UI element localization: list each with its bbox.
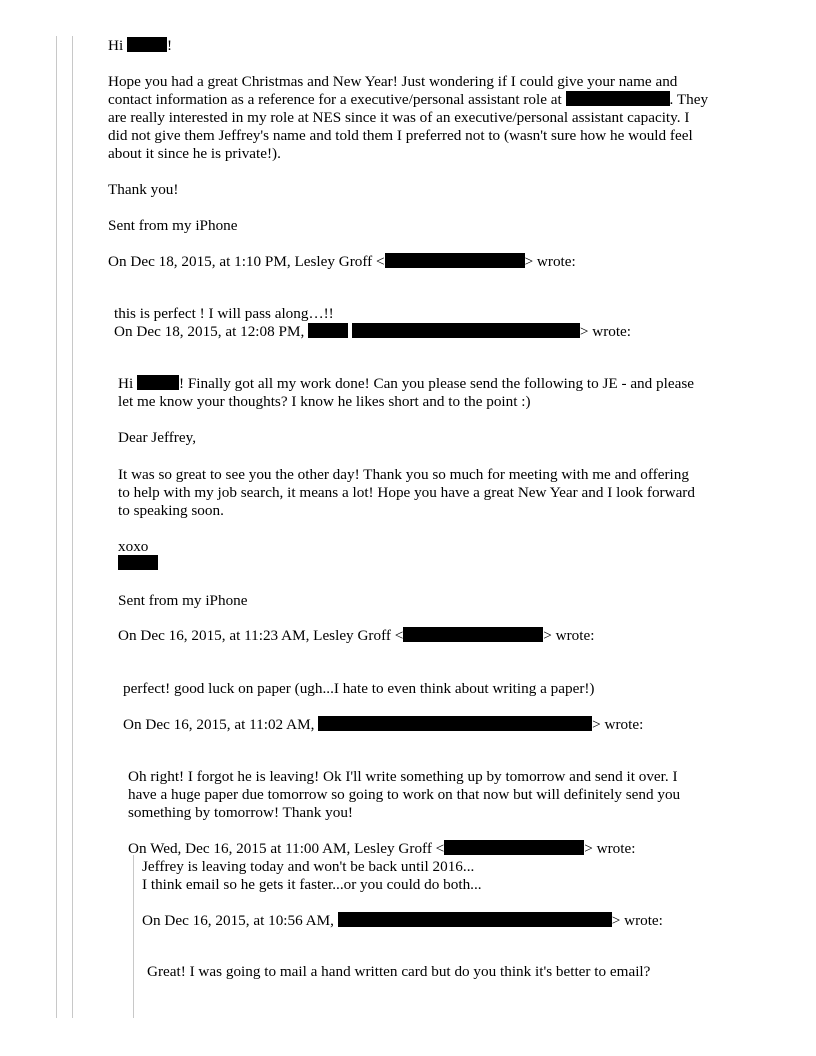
redaction-box (318, 716, 592, 731)
letter-closing: xoxo (118, 538, 149, 555)
quote-header: On Dec 16, 2015, at 11:23 AM, Lesley Groff < > wrote: (118, 627, 595, 644)
quote-rule (133, 855, 134, 1018)
body-line: Hi ! Finally got all my work done! Can you please send the following to JE - and please (118, 375, 694, 392)
quote-header: On Dec 18, 2015, at 12:08 PM, > wrote: (114, 323, 632, 340)
quote-header: On Dec 16, 2015, at 11:02 AM, > wrote: (123, 716, 644, 733)
quote-header: On Dec 18, 2015, at 1:10 PM, Lesley Groff < > wrote: (108, 253, 576, 270)
letter-salutation: Dear Jeffrey, (118, 429, 196, 446)
redaction-box (403, 627, 543, 642)
redaction-box (308, 323, 348, 338)
body-line: are really interested in my role at NES since it was of an executive/personal assistant capacity. I (108, 109, 690, 126)
reply-line: Jeffrey is leaving today and won't be back until 2016... (142, 858, 475, 875)
body-line: contact information as a reference for a executive/personal assistant role at . They (108, 91, 709, 108)
quote-header: On Dec 16, 2015, at 10:56 AM, > wrote: (142, 912, 663, 929)
body-line: Oh right! I forgot he is leaving! Ok I'll write something up by tomorrow and send it over. I (128, 768, 678, 785)
quote-rule (56, 36, 57, 1018)
quote-rule (72, 36, 73, 1018)
thanks-line: Thank you! (108, 181, 179, 198)
reply-line: this is perfect ! I will pass along…!! (114, 305, 334, 322)
body-line: have a huge paper due tomorrow so going to work on that now but will definitely send you (128, 786, 681, 803)
body-line: Great! I was going to mail a hand written card but do you think it's better to email? (147, 963, 651, 980)
redaction-box (566, 91, 670, 106)
letter-signature (118, 555, 158, 573)
body-line: about it since he is private!). (108, 145, 281, 162)
reply-line: perfect! good luck on paper (ugh...I hate to even think about writing a paper!) (123, 680, 595, 697)
redaction-box (338, 912, 612, 927)
body-line: Hope you had a great Christmas and New Year! Just wondering if I could give your name and (108, 73, 678, 90)
letter-line: to help with my job search, it means a lot! Hope you have a great New Year and I look forward (118, 484, 695, 501)
quote-header: On Wed, Dec 16, 2015 at 11:00 AM, Lesley Groff < > wrote: (128, 840, 636, 857)
redaction-box (385, 253, 525, 268)
reply-line: I think email so he gets it faster...or you could do both... (142, 876, 482, 893)
redaction-box (444, 840, 584, 855)
redaction-box (137, 375, 179, 390)
signature: Sent from my iPhone (118, 592, 248, 609)
letter-line: It was so great to see you the other day! Thank you so much for meeting with me and offering (118, 466, 689, 483)
greeting: Hi ! (108, 37, 173, 54)
signature: Sent from my iPhone (108, 217, 238, 234)
redaction-box (118, 555, 158, 570)
redaction-box (127, 37, 167, 52)
redaction-box (352, 323, 580, 338)
body-line: something by tomorrow! Thank you! (128, 804, 353, 821)
body-line: let me know your thoughts? I know he likes short and to the point :) (118, 393, 531, 410)
letter-line: to speaking soon. (118, 502, 224, 519)
body-line: did not give them Jeffrey's name and told them I preferred not to (wasn't sure how he would feel (108, 127, 693, 144)
